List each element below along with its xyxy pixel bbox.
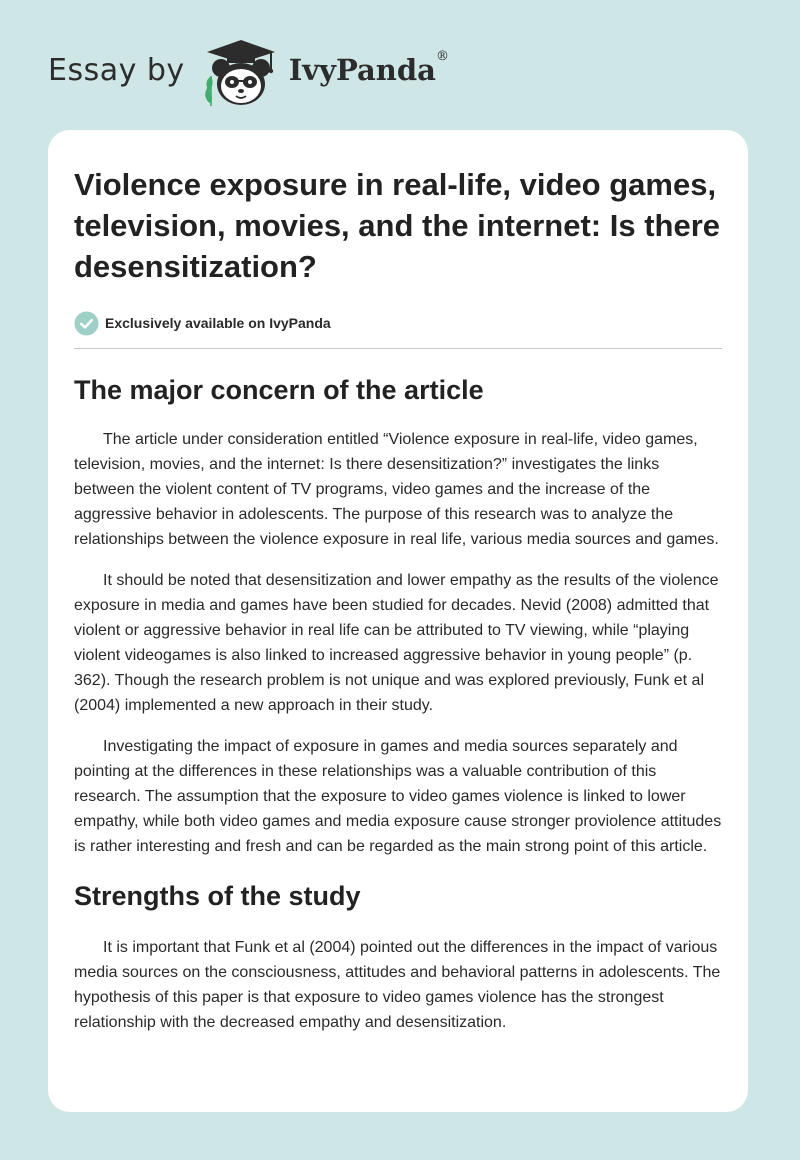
brand-name[interactable] bbox=[288, 49, 449, 87]
exclusive-label: Exclusively available on IvyPanda bbox=[105, 315, 331, 331]
brand-label: IvyPanda bbox=[288, 53, 436, 87]
essay-by-label: Essay by bbox=[48, 52, 185, 88]
site-header bbox=[48, 30, 449, 110]
check-badge-icon bbox=[74, 311, 99, 336]
panda-graduate-logo-icon[interactable] bbox=[199, 30, 283, 110]
section-heading: The major concern of the article bbox=[74, 375, 484, 405]
exclusive-badge bbox=[74, 310, 722, 336]
paragraph: Investigating the impact of exposure in games and media sources separately and pointing at the differences in these relationships was a valuable contribution of this research. The assumption that the exposure to video games violence is linked to lower empathy, while both video games and media exposure cause stronger proviolence attitudes is rather interesting and fresh and can be regarded as the main strong point of this article. bbox=[74, 738, 722, 855]
article-card bbox=[48, 130, 748, 1112]
title-divider bbox=[74, 348, 722, 349]
paragraph: It should be noted that desensitization and lower empathy as the results of the violence exposure in media and games have been studied for decades. Nevid (2008) admitted that violent or aggressive behavior in real life can be attributed to TV viewing, while “playing violent videogames is also linked to increased aggressive behavior in young people” (p. 362). Though the research problem is not unique and was explored previously, Funk et al (2004) implemented a new approach in their study. bbox=[74, 572, 719, 714]
paragraph: It is important that Funk et al (2004) pointed out the differences in the impact of various media sources on the consciousness, attitudes and behavioral patterns in adolescents. The hypothesis of this paper is that exposure to video games violence has the strongest relationship with the decreased empathy and desensitization. bbox=[74, 939, 721, 1031]
article-title: Violence exposure in real-life, video games, television, movies, and the internet: Is there desensitization? bbox=[74, 167, 721, 284]
registered-mark: ® bbox=[435, 49, 449, 64]
paragraph: The article under consideration entitled “Violence exposure in real-life, video games, television, movies, and the internet: Is there desensitization?” investigates the links between the violent content of TV programs, video games and the increase of the aggressive behavior in adolescents. The purpose of this research was to analyze the relationships between the violence exposure in real life, various media sources and games. bbox=[74, 431, 719, 548]
section-heading: Strengths of the study bbox=[74, 881, 361, 911]
section-major-concern bbox=[74, 373, 722, 859]
section-strengths bbox=[74, 879, 722, 1035]
